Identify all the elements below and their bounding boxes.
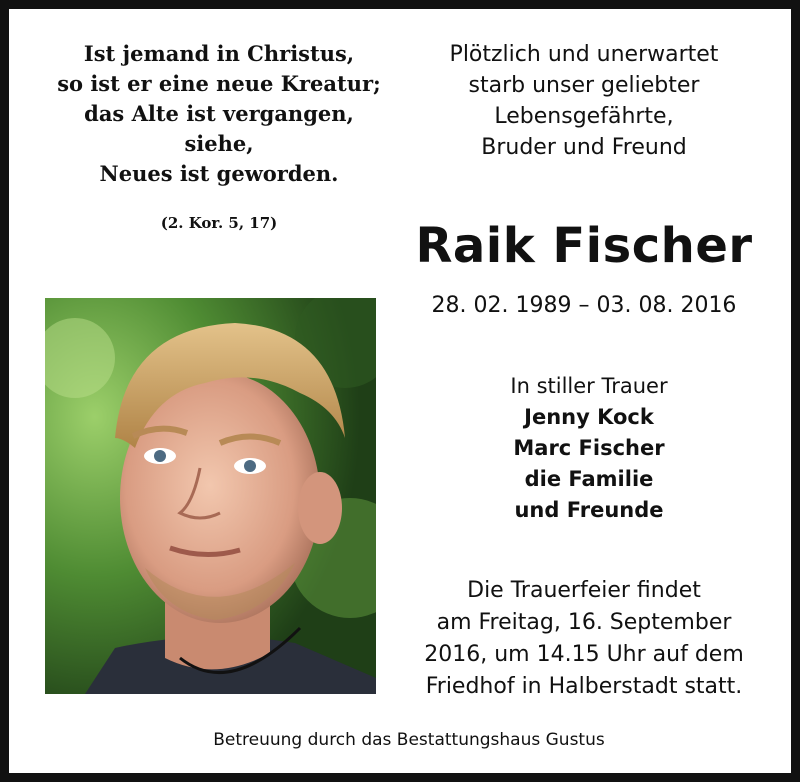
mourner-name: Marc Fischer (513, 436, 665, 460)
intro-text (404, 39, 764, 163)
mourner-name: und Freunde (514, 498, 664, 522)
intro-line: Bruder und Freund (481, 135, 687, 160)
mourner-name: Jenny Kock (524, 405, 654, 429)
intro-line: Plötzlich und unerwartet (449, 42, 719, 67)
bible-verse (39, 39, 399, 189)
verse-line: Neues ist geworden. (99, 161, 339, 186)
verse-line: siehe, (184, 131, 254, 156)
service-line: 2016, um 14.15 Uhr auf dem (424, 642, 744, 667)
mourner-name: die Familie (524, 467, 654, 491)
intro-line: Lebensgefährte, (494, 104, 674, 129)
verse-line: das Alte ist vergangen, (84, 101, 354, 126)
mourners-block (429, 371, 749, 526)
service-line: Die Trauerfeier findet (467, 578, 701, 603)
portrait-image (45, 298, 376, 694)
verse-line: Ist jemand in Christus, (83, 41, 355, 66)
service-line: am Freitag, 16. September (436, 610, 732, 635)
deceased-name: Raik Fischer (415, 218, 753, 274)
verse-line: so ist er eine neue Kreatur; (57, 71, 381, 96)
intro-line: starb unser geliebter (468, 73, 700, 98)
portrait-photo (45, 298, 376, 694)
verse-reference: (2. Kor. 5, 17) (160, 214, 278, 232)
funeral-service-info (394, 575, 774, 703)
service-line: Friedhof in Halberstadt statt. (425, 674, 743, 699)
funeral-home-footer: Betreuung durch das Bestattungshaus Gustus (213, 730, 605, 750)
life-dates: 28. 02. 1989 – 03. 08. 2016 (431, 293, 737, 318)
mourners-heading: In stiller Trauer (510, 374, 668, 398)
